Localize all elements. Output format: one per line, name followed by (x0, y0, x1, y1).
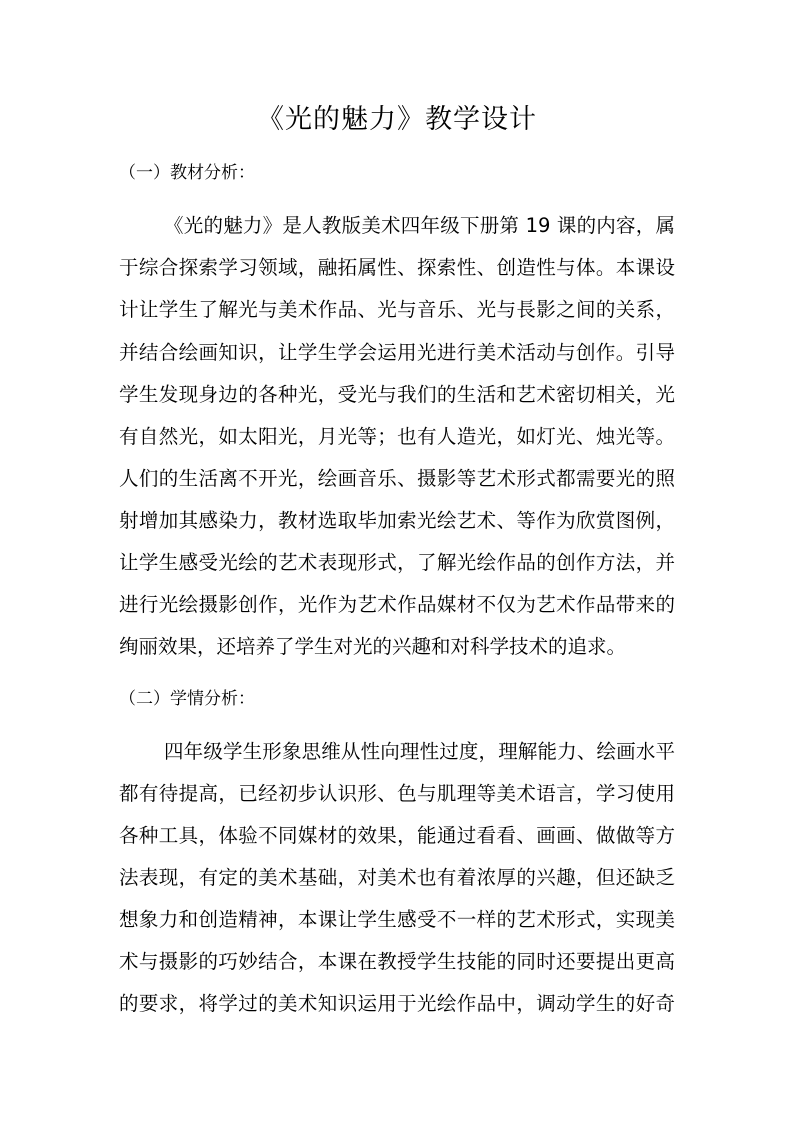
paragraph-line: 并结合绘画知识，让学生学会运用光进行美术活动与创作。引导 (119, 341, 675, 364)
paragraph-line: 各种工具，体验不同媒材的效果，能通过看看、画画、做做等方 (119, 824, 675, 847)
paragraph-line: 绚丽效果，还培养了学生对光的兴趣和对科学技术的追求。 (119, 635, 627, 658)
document-title: 《光的魅力》教学设计 (257, 104, 537, 135)
paragraph-line: 计让学生了解光与美术作品、光与音乐、光与長影之间的关系， (119, 298, 675, 321)
paragraph-line: 射增加其感染力，教材选取毕加索光绘艺术、等作为欣赏图例， (119, 509, 675, 532)
paragraph-line: 都有待提高，已经初步认识形、色与肌理等美术语言，学习使用 (119, 782, 675, 805)
paragraph-line: 的要求，将学过的美术知识运用于光绘作品中，调动学生的好奇 (119, 992, 675, 1015)
paragraph-line: 人们的生活离不开光，绘画音乐、摄影等艺术形式都需要光的照 (119, 467, 675, 490)
paragraph-line: 术与摄影的巧妙结合，本课在教授学生技能的同时还要提出更高 (119, 950, 675, 973)
paragraph-line: 于综合探索学习领域，融拓属性、探索性、创造性与体。本课设 (119, 256, 675, 279)
section-heading-textbook-analysis: （一）教材分析： (119, 163, 255, 183)
paragraph-line: 《光的魅力》是人教版美术四年级下册第 19 课的内容，属 (164, 214, 675, 237)
section-heading-student-analysis: （二）学情分析： (119, 689, 255, 709)
paragraph-line: 法表现，有定的美术基础，对美术也有着浓厚的兴趣，但还缺乏 (119, 866, 675, 889)
paragraph-line: 四年级学生形象思维从性向理性过度，理解能力、绘画水平 (164, 740, 675, 763)
paragraph-line: 让学生感受光绘的艺术表现形式，了解光绘作品的创作方法，并 (119, 551, 675, 574)
paragraph-line: 有自然光，如太阳光，月光等；也有人造光，如灯光、烛光等。 (119, 425, 675, 448)
paragraph-line: 学生发现身边的各种光，受光与我们的生活和艺术密切相关，光 (119, 383, 675, 406)
paragraph-line: 进行光绘摄影创作，光作为艺术作品媒材不仅为艺术作品带来的 (119, 593, 675, 616)
paragraph-line: 想象力和创造精神，本课让学生感受不一样的艺术形式，实现美 (119, 908, 675, 931)
